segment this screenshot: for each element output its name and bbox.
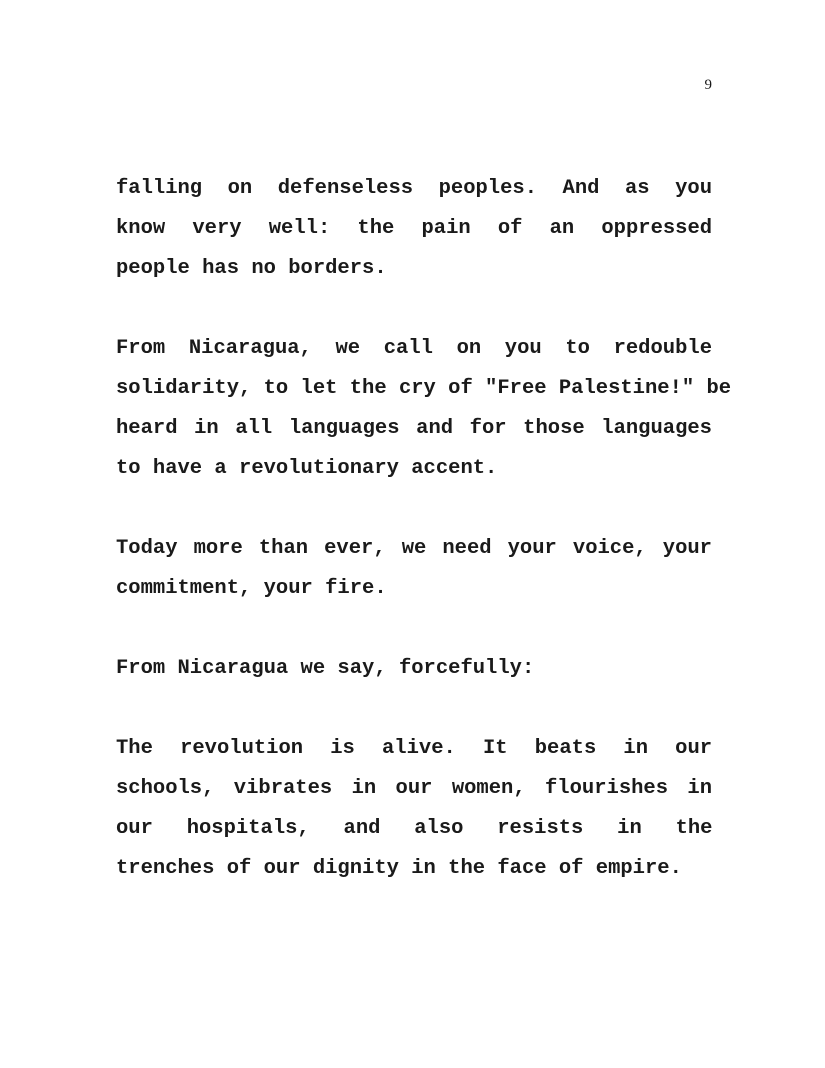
paragraph-5: [116, 729, 712, 889]
text-line: solidarity, to let the cry of "Free Palestine!" be: [116, 377, 732, 400]
text-line: The revolution is alive. It beats in our: [116, 737, 713, 760]
text-line: people has no borders.: [116, 257, 387, 280]
paragraph-4: [116, 649, 712, 689]
text-line: to have a revolutionary accent.: [116, 457, 498, 480]
paragraph-1: [116, 169, 712, 289]
document-body: [116, 169, 732, 889]
text-line: schools, vibrates in our women, flourishes in: [116, 777, 712, 800]
text-line: Today more than ever, we need your voice, your: [116, 537, 712, 560]
text-line: heard in all languages and for those languages: [116, 417, 712, 440]
text-line: know very well: the pain of an oppressed: [116, 217, 713, 240]
text-line: From Nicaragua we say, forcefully:: [116, 657, 535, 680]
text-line: From Nicaragua, we call on you to redouble: [116, 337, 712, 360]
paragraph-3: [116, 529, 712, 609]
text-line: commitment, your fire.: [116, 577, 387, 600]
text-line: our hospitals, and also resists in the: [116, 817, 713, 840]
text-line: trenches of our dignity in the face of empire.: [116, 857, 682, 880]
paragraph-2: [116, 329, 732, 489]
page-number: 9: [704, 77, 712, 93]
text-line: falling on defenseless peoples. And as you: [116, 177, 712, 200]
